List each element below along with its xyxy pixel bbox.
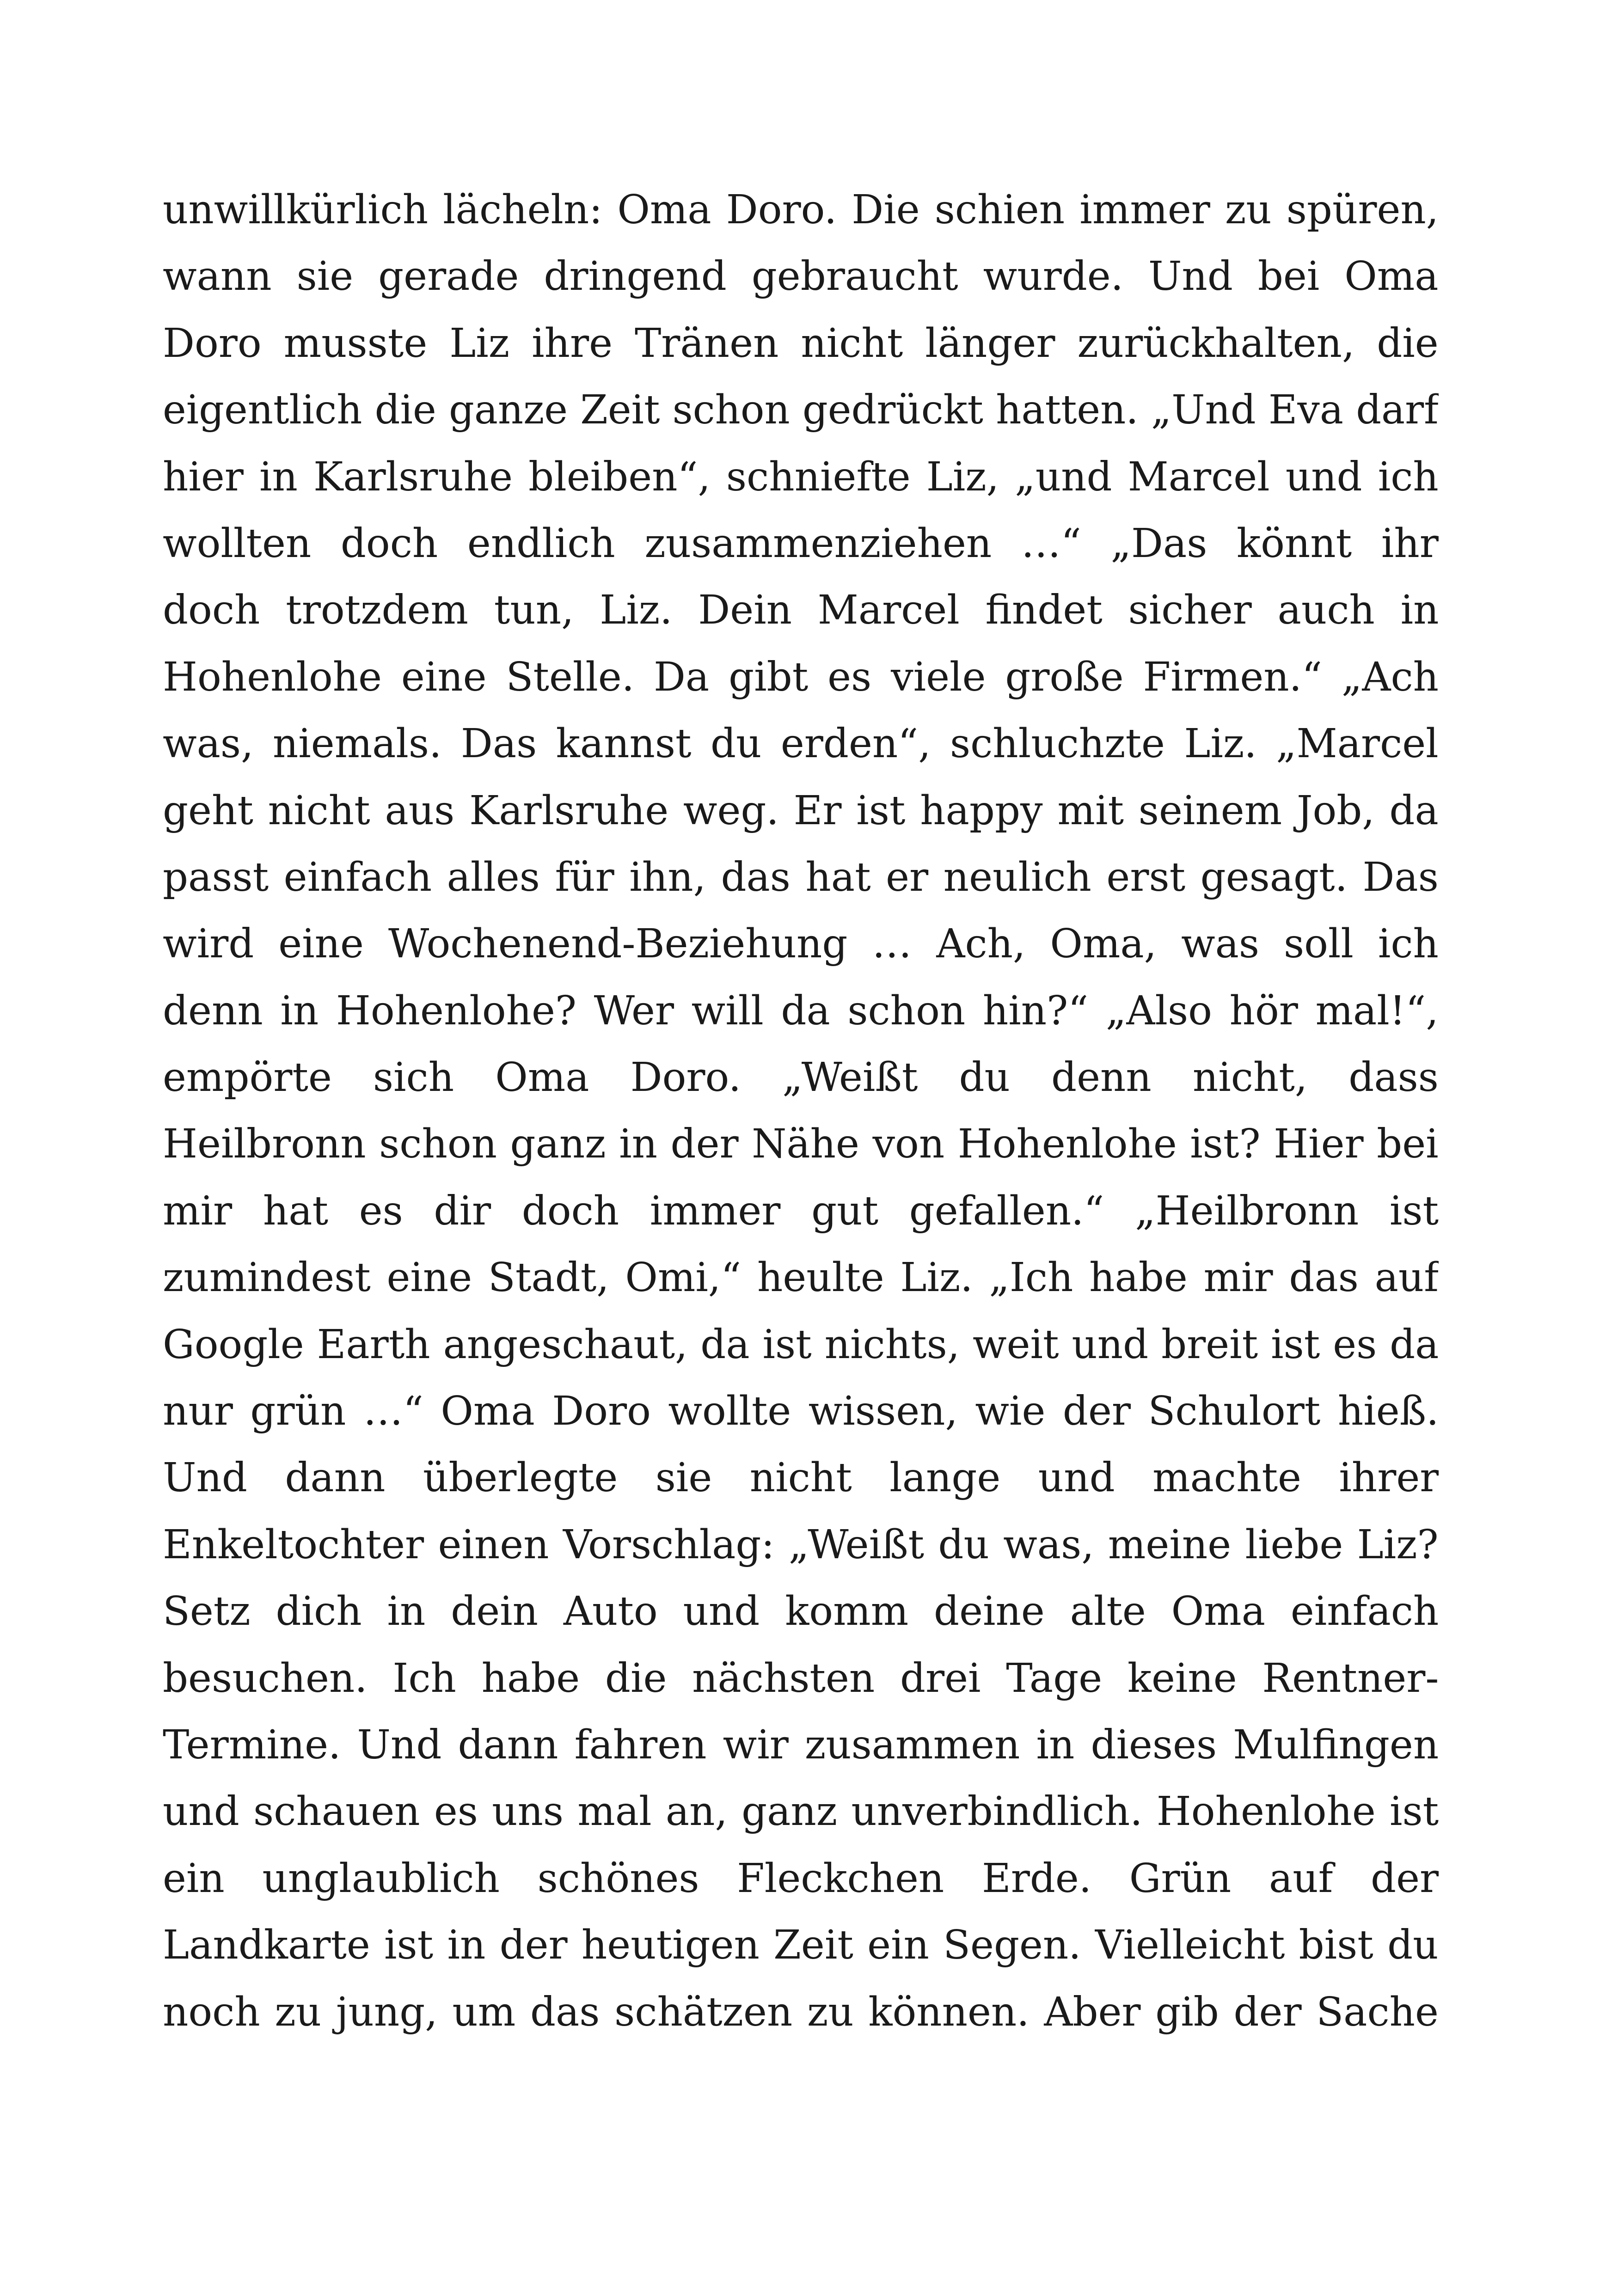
text-line: Hohenlohe eine Stelle. Da gibt es viele große Firmen.“ „Ach bbox=[163, 654, 1439, 700]
text-line: zumindest eine Stadt, Omi,“ heulte Liz. „Ich habe mir das auf bbox=[163, 1255, 1439, 1301]
text-line: empörte sich Oma Doro. „Weißt du denn nicht, dass bbox=[163, 1054, 1439, 1101]
text-line: ein unglaublich schönes Fleckchen Erde. Grün auf der bbox=[163, 1855, 1439, 1902]
text-line: eigentlich die ganze Zeit schon gedrückt hatten. „Und Eva darf bbox=[163, 387, 1439, 434]
text-line: mir hat es dir doch immer gut gefallen.“ „Heilbronn ist bbox=[163, 1188, 1439, 1234]
text-line: Google Earth angeschaut, da ist nichts, weit und breit ist es da bbox=[163, 1321, 1439, 1368]
text-line: Doro musste Liz ihre Tränen nicht länger zurückhalten, die bbox=[163, 320, 1439, 367]
text-line: Enkeltochter einen Vorschlag: „Weißt du was, meine liebe Liz? bbox=[163, 1521, 1439, 1568]
text-line: hier in Karlsruhe bleiben“, schniefte Liz, „und Marcel und ich bbox=[163, 453, 1439, 500]
text-line: nur grün …“ Oma Doro wollte wissen, wie der Schulort hieß. bbox=[163, 1388, 1439, 1435]
text-line: doch trotzdem tun, Liz. Dein Marcel findet sicher auch in bbox=[163, 587, 1439, 634]
text-line: passt einfach alles für ihn, das hat er neulich erst gesagt. Das bbox=[163, 854, 1439, 900]
text-line: Heilbronn schon ganz in der Nähe von Hohenlohe ist? Hier bei bbox=[163, 1121, 1439, 1168]
body-text bbox=[163, 177, 1439, 2045]
text-line: wann sie gerade dringend gebraucht wurde. Und bei Oma bbox=[163, 253, 1439, 300]
text-line: geht nicht aus Karlsruhe weg. Er ist happy mit seinem Job, da bbox=[163, 787, 1439, 834]
text-line: besuchen. Ich habe die nächsten drei Tage keine Rentner- bbox=[163, 1655, 1439, 1702]
text-line: und schauen es uns mal an, ganz unverbindlich. Hohenlohe ist bbox=[163, 1788, 1439, 1835]
text-line: Landkarte ist in der heutigen Zeit ein Segen. Vielleicht bist du bbox=[163, 1922, 1439, 1969]
text-line: Und dann überlegte sie nicht lange und machte ihrer bbox=[163, 1455, 1439, 1501]
text-line: unwillkürlich lächeln: Oma Doro. Die schien immer zu spüren, bbox=[163, 187, 1439, 233]
text-line: was, niemals. Das kannst du erden“, schluchzte Liz. „Marcel bbox=[163, 721, 1439, 767]
text-line: denn in Hohenlohe? Wer will da schon hin?“ „Also hör mal!“, bbox=[163, 987, 1439, 1034]
text-line: wird eine Wochenend-Beziehung … Ach, Oma, was soll ich bbox=[163, 921, 1439, 967]
text-line: Setz dich in dein Auto und komm deine alte Oma einfach bbox=[163, 1588, 1439, 1635]
text-line: Termine. Und dann fahren wir zusammen in dieses Mulfingen bbox=[163, 1721, 1439, 1768]
text-line: noch zu jung, um das schätzen zu können. Aber gib der Sache bbox=[163, 1989, 1439, 2035]
text-line: wollten doch endlich zusammenziehen …“ „Das könnt ihr bbox=[163, 520, 1439, 567]
